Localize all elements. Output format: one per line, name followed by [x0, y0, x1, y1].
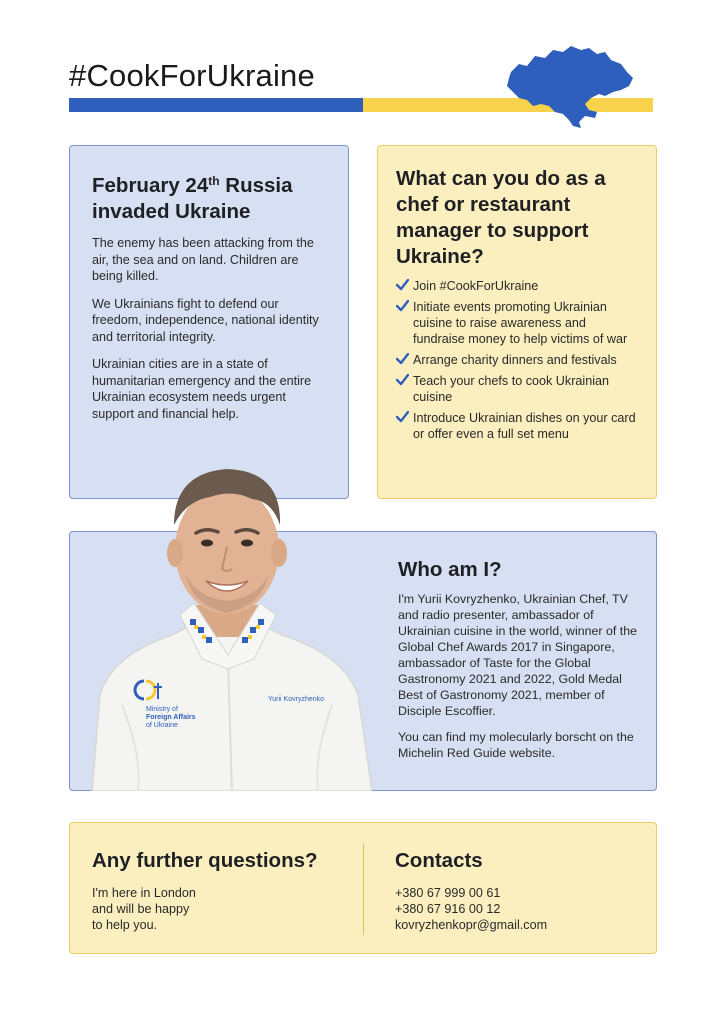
checkmark-icon [396, 279, 409, 291]
contacts-title: Contacts [395, 849, 483, 872]
divider [363, 843, 364, 935]
who-paragraph: I'm Yurii Kovryzhenko, Ukrainian Chef, TV and radio presenter, ambassador of Ukrainian cuisine in the world, winner of the Global Chef Awards 2017 in Singapore, ambassador of Taste for the Global Gastronomy 2021 and 2022, Gold Medal Best of Gastronomy 2021, member of Disciple Escoffier. [398, 592, 637, 718]
phone-number[interactable]: +380 67 916 00 12 [395, 902, 501, 916]
checkmark-icon [396, 411, 409, 423]
ukraine-map-icon [505, 42, 635, 130]
contacts-section [395, 849, 645, 933]
support-title: What can you do as a chef or restaurant manager to support Ukraine? [396, 167, 606, 268]
ministry-text: Foreign Affairs [146, 714, 196, 721]
support-list [396, 278, 638, 442]
phone-number[interactable]: +380 67 999 00 61 [395, 886, 501, 900]
list-item: Introduce Ukrainian dishes on your card or offer even a full set menu [396, 410, 638, 442]
questions-text: I'm here in London and will be happy to help you. [92, 886, 196, 932]
questions-title: Any further questions? [92, 849, 318, 872]
invasion-card [69, 145, 349, 499]
chef-portrait [82, 455, 372, 791]
blue-stripe [69, 98, 363, 112]
list-item: Arrange charity dinners and festivals [396, 352, 638, 368]
page-title: #CookForUkraine [69, 58, 315, 93]
invasion-paragraph: The enemy has been attacking from the air, the sea and on land. Children are being killed. [92, 236, 314, 283]
checkmark-icon [396, 353, 409, 365]
list-item: Join #CookForUkraine [396, 278, 638, 294]
contact-card [69, 822, 657, 954]
questions-section [92, 849, 342, 933]
who-paragraph: You can find my molecularly borscht on the Michelin Red Guide website. [398, 730, 634, 760]
checkmark-icon [396, 374, 409, 386]
who-text [398, 558, 648, 771]
email-link[interactable]: kovryzhenkopr@gmail.com [395, 918, 548, 932]
list-item: Initiate events promoting Ukrainian cuisine to raise awareness and fundraise money to help victims of war [396, 299, 638, 347]
ministry-text: of Ukraine [146, 722, 178, 729]
ministry-text: Ministry of [146, 706, 178, 713]
invasion-title: February 24th Russia invaded Ukraine [92, 174, 293, 223]
jacket-name: Yurii Kovryzhenko [268, 696, 325, 703]
support-card [377, 145, 657, 499]
checkmark-icon [396, 300, 409, 312]
list-item: Teach your chefs to cook Ukrainian cuisine [396, 373, 638, 405]
who-title: Who am I? [398, 558, 502, 581]
invasion-paragraph: Ukrainian cities are in a state of humanitarian emergency and the entire Ukrainian ecosystem needs urgent support and financial help. [92, 357, 312, 421]
invasion-paragraph: We Ukrainians fight to defend our freedom, independence, national identity and territorial integrity. [92, 296, 319, 344]
